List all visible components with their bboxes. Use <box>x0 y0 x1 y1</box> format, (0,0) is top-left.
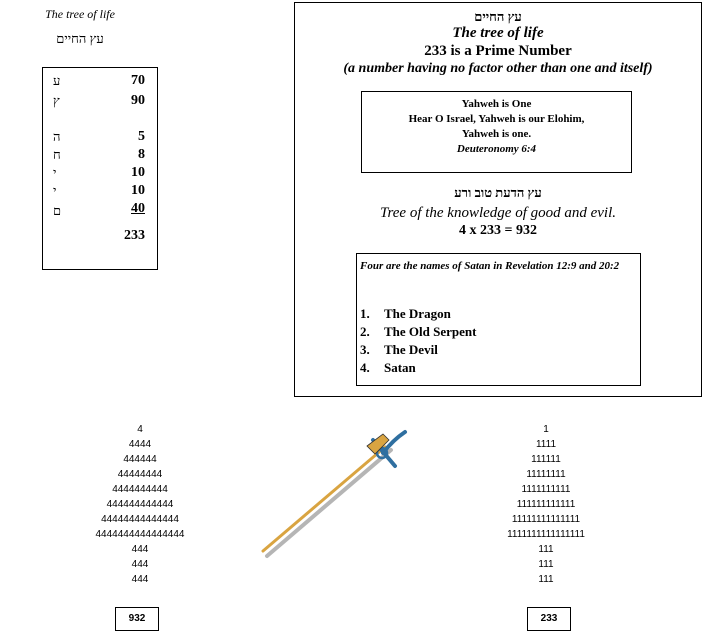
list-item <box>360 360 416 376</box>
pyramid-of-ones <box>476 422 616 587</box>
satan-names-box <box>356 253 641 386</box>
satan-intro: Four are the names of Satan in Revelation 12:9 and 20:2 <box>360 260 620 272</box>
pyramid-row: 1111 <box>535 439 557 450</box>
pyramid-row: 4444444444444444 <box>95 529 185 540</box>
gematria-letter: ם <box>53 203 62 218</box>
gematria-total: 233 <box>124 228 145 243</box>
sword-icon <box>255 420 415 560</box>
pyramid-row: 111111111111 <box>516 499 576 510</box>
list-number: 2. <box>360 324 370 339</box>
pyramid-row: 11111111111111 <box>511 514 581 525</box>
verse-line: Hear O Israel, Yahweh is our Elohim, <box>408 113 585 125</box>
gematria-value: 90 <box>131 93 145 108</box>
result-box-932: 932 <box>115 607 159 631</box>
pyramid-row: 44444444 <box>117 469 163 480</box>
pyramid-row: 4 <box>137 424 143 435</box>
list-number: 3. <box>360 342 370 357</box>
prime-definition: (a number having no factor other than one and itself) <box>343 61 653 76</box>
verse-heading: Yahweh is One <box>461 98 532 110</box>
gematria-letter: ה <box>53 129 61 144</box>
main-box <box>294 2 702 397</box>
pyramid-row: 1111111111 <box>521 484 571 495</box>
gematria-letter: י <box>53 183 57 198</box>
list-label: The Dragon <box>384 306 451 321</box>
gematria-letter: ח <box>53 147 61 162</box>
knowledge-title: Tree of the knowledge of good and evil. <box>379 205 617 221</box>
gematria-letter: ע <box>53 73 61 88</box>
pyramid-row: 1 <box>543 424 549 435</box>
verse-line: Yahweh is one. <box>461 128 532 140</box>
list-item <box>360 342 438 358</box>
list-label: The Devil <box>384 342 438 357</box>
list-item <box>360 306 451 322</box>
pyramid-row: 4444444444 <box>112 484 168 495</box>
gematria-value: 10 <box>131 183 145 198</box>
gematria-letter: י <box>53 165 57 180</box>
gematria-value: 40 <box>131 201 145 216</box>
pyramid-row: 444 <box>131 574 149 585</box>
sword-shadow <box>267 450 391 556</box>
pyramid-row: 444444444444 <box>106 499 174 510</box>
gematria-value: 8 <box>138 147 145 162</box>
list-item <box>360 324 476 340</box>
left-title: The tree of life <box>45 7 115 21</box>
pyramid-row: 444 <box>131 544 149 555</box>
gematria-box <box>42 67 158 270</box>
gematria-letter: ץ <box>53 93 60 108</box>
list-number: 1. <box>360 306 370 321</box>
sword-blade <box>263 447 385 551</box>
pyramid-row: 111 <box>538 559 554 570</box>
pyramid-row: 444444 <box>123 454 157 465</box>
pyramid-row: 111 <box>538 574 554 585</box>
hebrew-tree-of-life: עץ החיים <box>474 9 522 24</box>
verse-reference: Deuteronomy 6:4 <box>456 143 537 155</box>
pyramid-row: 4444 <box>128 439 152 450</box>
pyramid-row: 11111111 <box>526 469 566 480</box>
pyramid-row: 111111 <box>531 454 561 465</box>
gematria-value: 10 <box>131 165 145 180</box>
pyramid-row: 444 <box>131 559 149 570</box>
pyramid-row: 44444444444444 <box>101 514 179 525</box>
pyramid-row: 111 <box>538 544 554 555</box>
list-label: The Old Serpent <box>384 324 477 339</box>
equation: 4 x 233 = 932 <box>459 223 537 238</box>
result-box-233: 233 <box>527 607 571 631</box>
gematria-value: 5 <box>138 129 145 144</box>
list-label: Satan <box>384 360 416 375</box>
prime-statement: 233 is a Prime Number <box>424 43 572 59</box>
hebrew-tree-of-knowledge: עץ הדעת טוב ורע <box>454 185 542 200</box>
list-number: 4. <box>360 360 370 375</box>
left-hebrew-title: עץ החיים <box>56 31 104 46</box>
pyramid-row: 1111111111111111 <box>507 529 585 540</box>
verse-box <box>361 91 632 173</box>
pyramid-of-fours <box>70 422 210 587</box>
gematria-value: 70 <box>131 73 145 88</box>
tree-title: The tree of life <box>452 25 544 41</box>
